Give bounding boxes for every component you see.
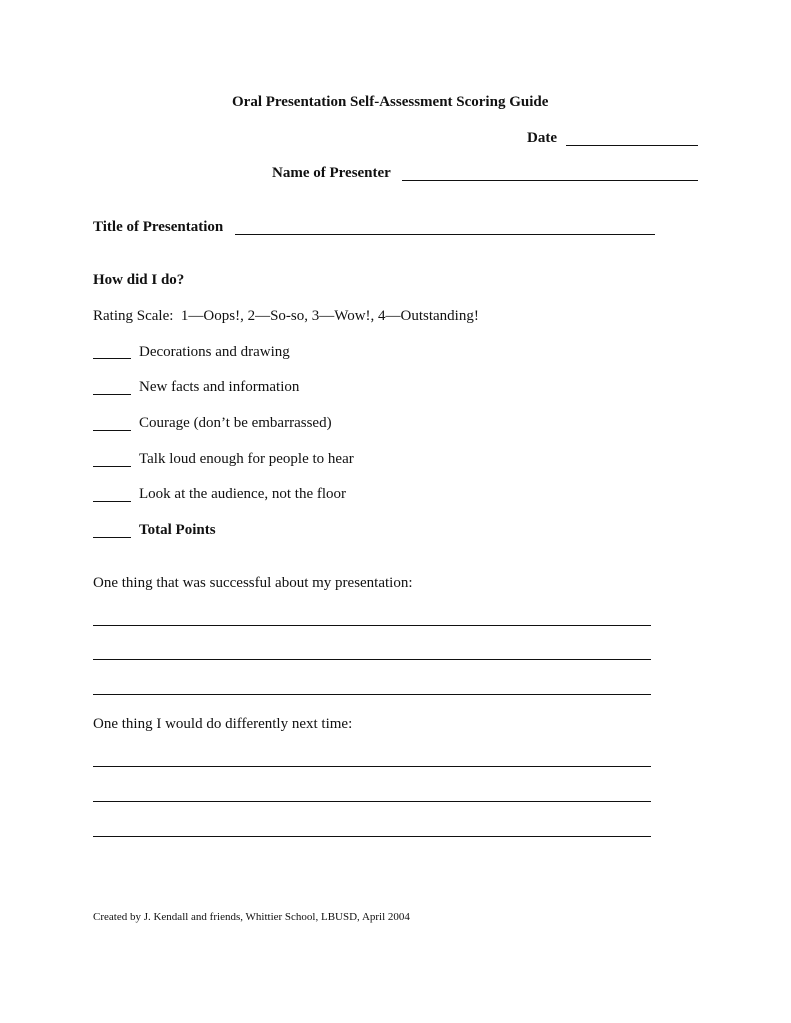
rating-blank-loudness[interactable] [93,466,131,467]
rating-item-label: Look at the audience, not the floor [139,486,347,502]
date-label: Date [527,130,557,146]
total-points-label: Total Points [139,522,216,538]
success-answer-line-3[interactable] [93,694,651,695]
presenter-label: Name of Presenter [272,165,391,181]
date-field[interactable] [566,131,698,146]
rating-blank-facts[interactable] [93,394,131,395]
rating-item-label: Courage (don’t be embarrassed) [139,415,332,431]
total-points-blank[interactable] [93,537,131,538]
different-answer-line-1[interactable] [93,766,651,767]
rating-item-label: Talk loud enough for people to hear [139,451,354,467]
presenter-name-field[interactable] [402,166,698,181]
presentation-title-label: Title of Presentation [93,219,224,235]
rating-blank-audience[interactable] [93,501,131,502]
different-answer-line-3[interactable] [93,836,651,837]
different-prompt: One thing I would do differently next time: [93,716,353,732]
page-title: Oral Presentation Self-Assessment Scoring Guide [232,94,549,110]
success-prompt: One thing that was successful about my presentation: [93,575,413,591]
success-answer-line-1[interactable] [93,625,651,626]
success-answer-line-2[interactable] [93,659,651,660]
rating-blank-courage[interactable] [93,430,131,431]
rating-item-label: Decorations and drawing [139,344,290,360]
different-answer-line-2[interactable] [93,801,651,802]
rating-heading: How did I do? [93,272,185,288]
presentation-title-field[interactable] [235,220,655,235]
rating-blank-decorations[interactable] [93,358,131,359]
rating-scale-text: Rating Scale: 1—Oops!, 2—So-so, 3—Wow!, 4—Outstanding! [93,308,479,324]
footer-credit: Created by J. Kendall and friends, Whittier School, LBUSD, April 2004 [93,911,410,923]
rating-item-label: New facts and information [139,379,300,395]
